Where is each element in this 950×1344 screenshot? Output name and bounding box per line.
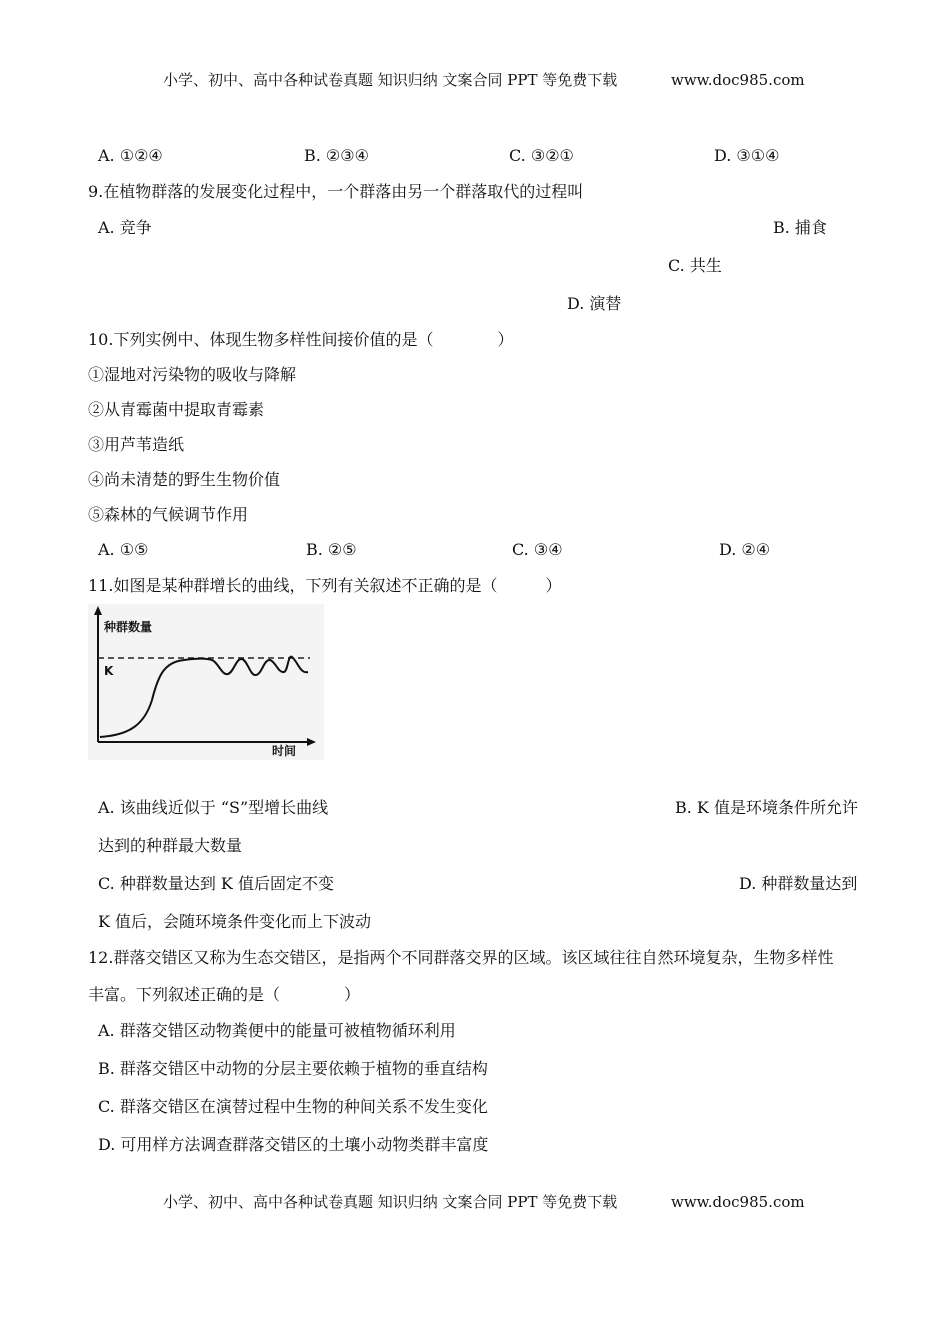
q10-item-5: ⑤森林的气候调节作用: [88, 505, 249, 524]
q10-option-b: B. ②⑤: [306, 540, 357, 559]
q11-stem: 11.如图是某种群增长的曲线，下列有关叙述不正确的是（ ）: [88, 576, 562, 595]
q12-option-a: A. 群落交错区动物粪便中的能量可被植物循环利用: [98, 1021, 456, 1040]
q11-option-b: B. K 值是环境条件所允许: [675, 798, 858, 817]
graph-k-label: K: [104, 664, 114, 678]
graph-x-label: 时间: [272, 744, 297, 758]
q8-option-c: C. ③②①: [509, 146, 574, 165]
q11-option-d: D. 种群数量达到: [739, 874, 858, 893]
q12-stem: 12.群落交错区又称为生态交错区，是指两个不同群落交界的区域。该区域往往自然环境复杂，生物多样性: [88, 948, 834, 967]
q10-option-d: D. ②④: [719, 540, 771, 559]
q10-option-a: A. ①⑤: [98, 540, 149, 559]
q8-option-d: D. ③①④: [714, 146, 780, 165]
q10-option-c: C. ③④: [512, 540, 563, 559]
q12-option-d: D. 可用样方法调查群落交错区的土壤小动物类群丰富度: [98, 1135, 489, 1154]
q10-item-3: ③用芦苇造纸: [88, 435, 185, 454]
q10-stem: 10.下列实例中、体现生物多样性间接价值的是（ ）: [88, 330, 514, 349]
q12-option-b: B. 群落交错区中动物的分层主要依赖于植物的垂直结构: [98, 1059, 488, 1078]
q8-option-a: A. ①②④: [98, 146, 163, 165]
footer-text: 小学、初中、高中各种试卷真题 知识归纳 文案合同 PPT 等免费下载: [163, 1193, 618, 1211]
q10-item-4: ④尚未清楚的野生生物价值: [88, 470, 281, 489]
q12-stem-cont: 丰富。下列叙述正确的是（ ）: [88, 985, 361, 1004]
q9-option-b: B. 捕食: [773, 218, 827, 237]
graph-y-label: 种群数量: [104, 620, 153, 634]
header-url[interactable]: www.doc985.com: [671, 71, 805, 89]
q9-option-c: C. 共生: [668, 256, 722, 275]
footer-url[interactable]: www.doc985.com: [671, 1193, 805, 1211]
q9-stem: 9.在植物群落的发展变化过程中，一个群落由另一个群落取代的过程叫: [88, 182, 584, 201]
q11-option-b-cont: 达到的种群最大数量: [98, 836, 243, 855]
q11-option-a: A. 该曲线近似于 “S”型增长曲线: [98, 798, 329, 817]
q11-option-d-cont: K 值后，会随环境条件变化而上下波动: [98, 912, 372, 931]
q9-option-d: D. 演替: [567, 294, 622, 313]
q12-option-c: C. 群落交错区在演替过程中生物的种间关系不发生变化: [98, 1097, 488, 1116]
q10-item-1: ①湿地对污染物的吸收与降解: [88, 365, 297, 384]
population-growth-graph: [88, 604, 324, 760]
q11-option-c: C. 种群数量达到 K 值后固定不变: [98, 874, 334, 893]
header-text: 小学、初中、高中各种试卷真题 知识归纳 文案合同 PPT 等免费下载: [163, 71, 618, 89]
q10-item-2: ②从青霉菌中提取青霉素: [88, 400, 265, 419]
q9-option-a: A. 竞争: [98, 218, 152, 237]
q8-option-b: B. ②③④: [304, 146, 369, 165]
